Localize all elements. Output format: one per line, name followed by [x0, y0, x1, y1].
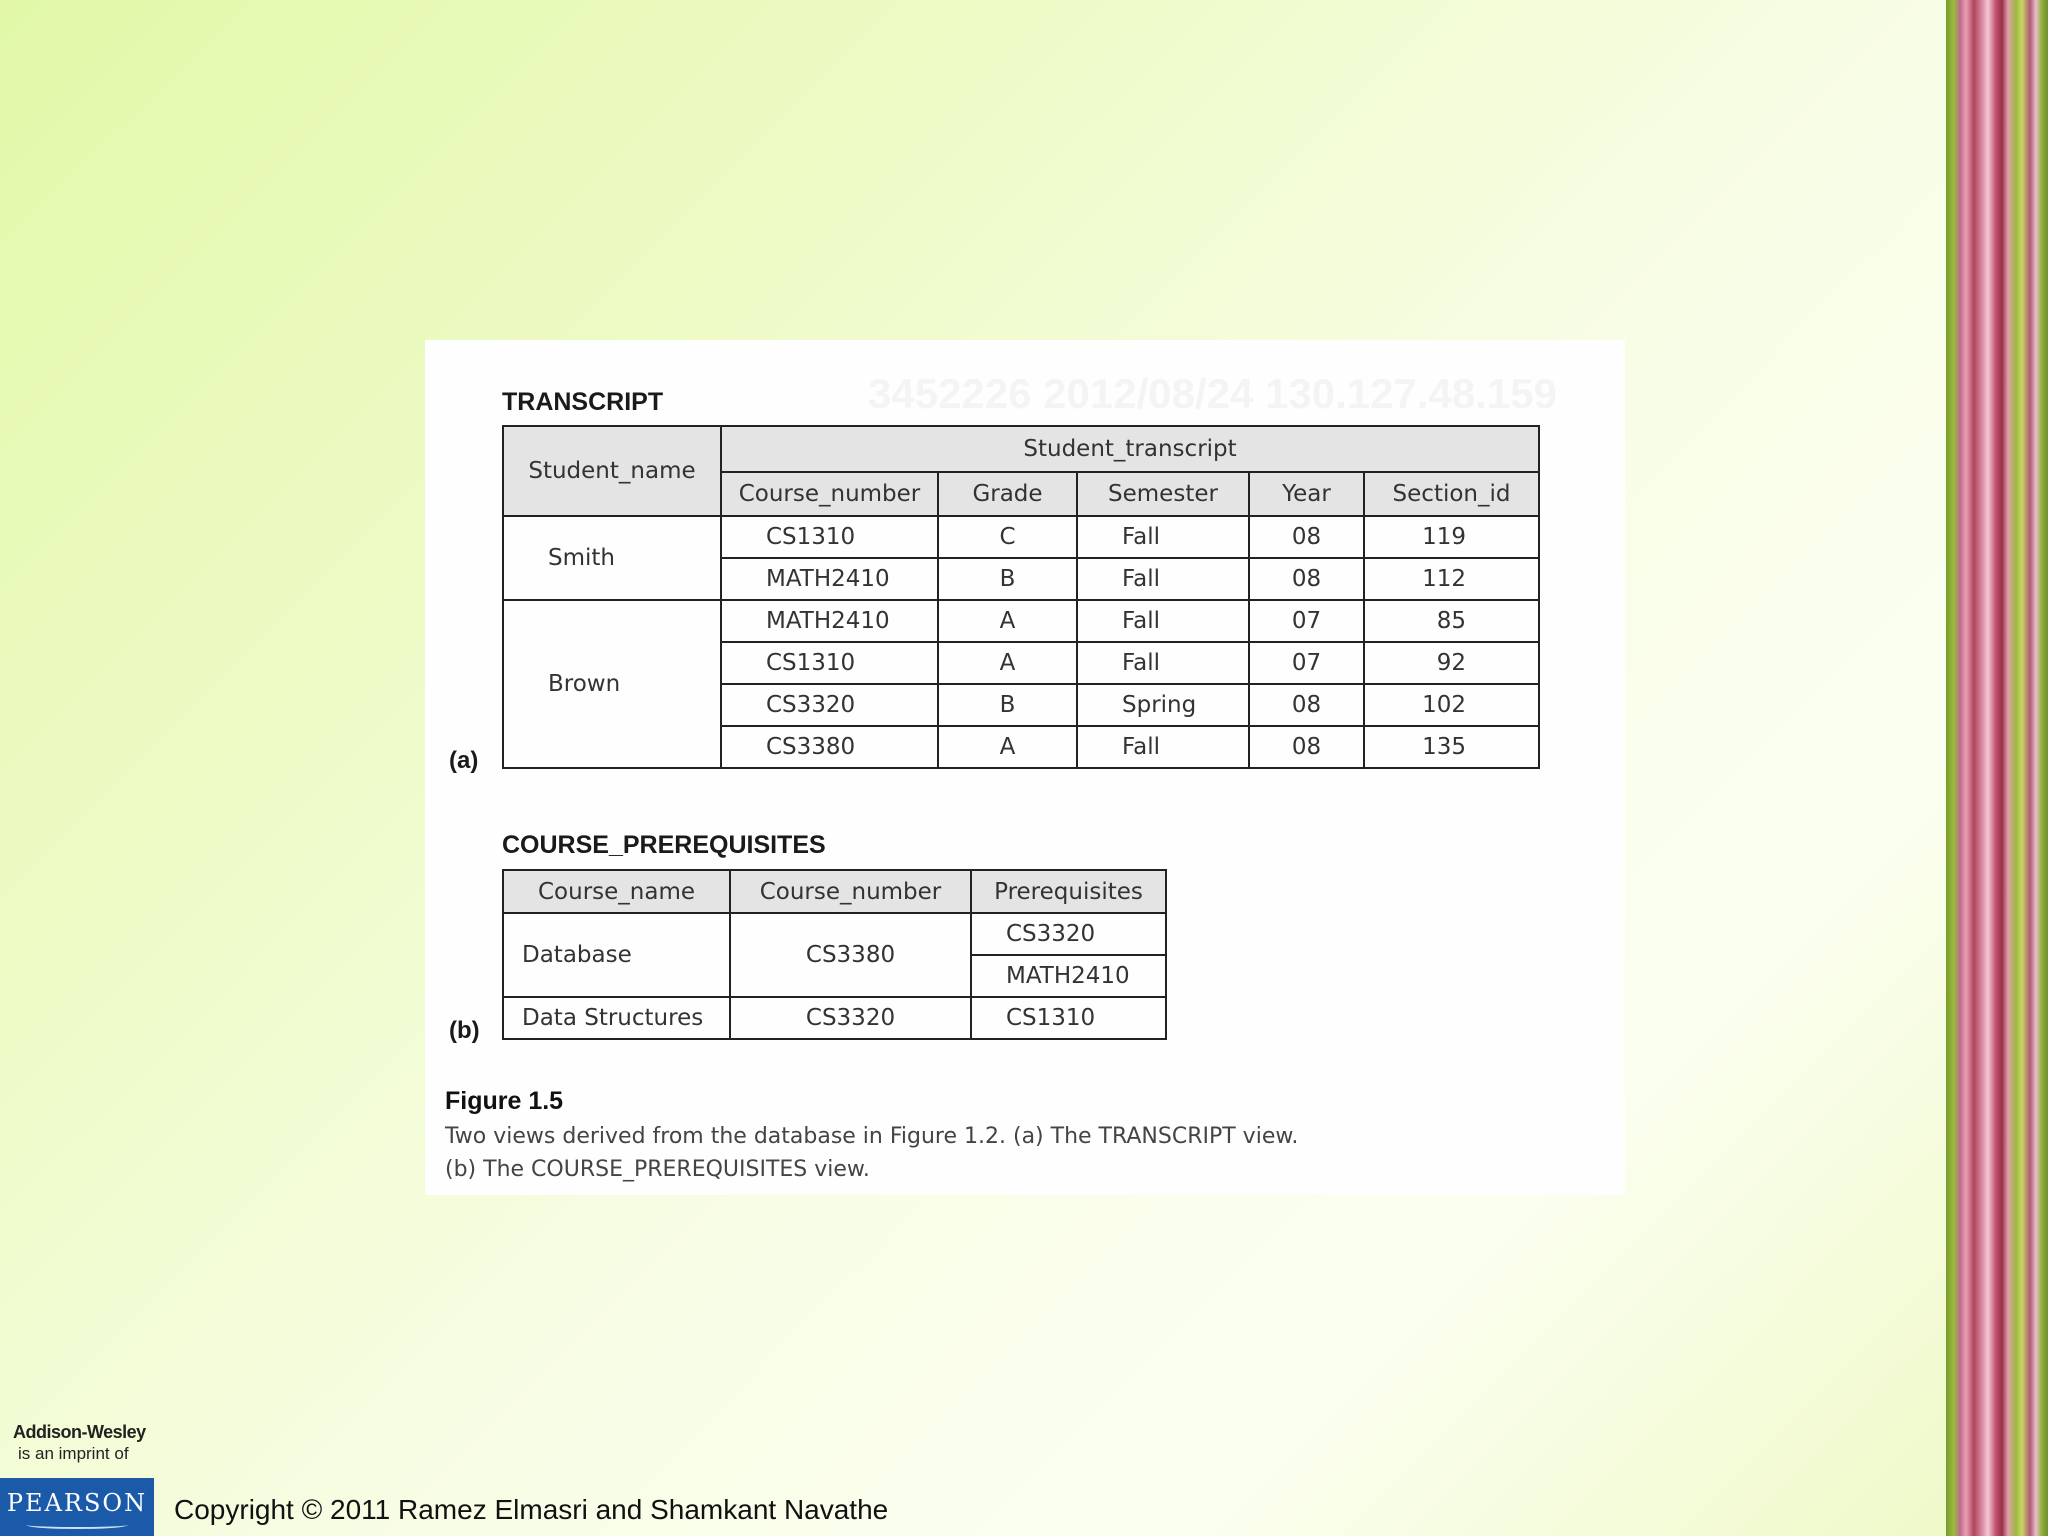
semester-cell: Fall: [1077, 516, 1249, 558]
transcript-table: [502, 425, 1540, 769]
course-number-cell: CS1310: [721, 642, 938, 684]
grade-cell: A: [938, 642, 1077, 684]
prerequisite-cell: CS1310: [971, 997, 1166, 1039]
year-cell: 07: [1249, 642, 1364, 684]
watermark: 3452226 2012/08/24 130.127.48.159: [868, 370, 1558, 417]
section-id-cell: 112: [1364, 558, 1539, 600]
semester-cell: Fall: [1077, 726, 1249, 768]
pearson-text: PEARSON: [6, 1489, 148, 1517]
course-number-cell: MATH2410: [721, 558, 938, 600]
pearson-logo: [0, 1478, 154, 1536]
semester-cell: Spring: [1077, 684, 1249, 726]
table-row: [503, 600, 1539, 642]
header-grade: Grade: [938, 472, 1077, 516]
header-student-transcript: Student_transcript: [721, 426, 1539, 472]
grade-cell: B: [938, 684, 1077, 726]
table-row: [503, 997, 1166, 1039]
figure-caption-title: Figure 1.5: [445, 1087, 564, 1115]
semester-cell: Fall: [1077, 642, 1249, 684]
course-name-cell: Data Structures: [503, 997, 730, 1039]
header-prerequisites: Prerequisites: [971, 870, 1166, 913]
course-number-cell: CS3320: [721, 684, 938, 726]
section-id-cell: 102: [1364, 684, 1539, 726]
year-cell: 07: [1249, 600, 1364, 642]
table-row: [503, 913, 1166, 955]
grade-cell: B: [938, 558, 1077, 600]
part-label-b: (b): [449, 1017, 480, 1044]
table-row: [503, 516, 1539, 558]
section-id-cell: 135: [1364, 726, 1539, 768]
grade-cell: A: [938, 600, 1077, 642]
year-cell: 08: [1249, 516, 1364, 558]
header-course-number: Course_number: [730, 870, 971, 913]
student-name-cell: Smith: [503, 516, 721, 600]
year-cell: 08: [1249, 726, 1364, 768]
grade-cell: C: [938, 516, 1077, 558]
section-id-cell: 119: [1364, 516, 1539, 558]
prerequisite-cell: CS3320: [971, 913, 1166, 955]
section-id-cell: 85: [1364, 600, 1539, 642]
section-id-cell: 92: [1364, 642, 1539, 684]
course-number-cell: CS1310: [721, 516, 938, 558]
addison-wesley-text: Addison-Wesley: [13, 1422, 146, 1442]
transcript-title: TRANSCRIPT: [502, 388, 664, 416]
course-number-cell: CS3320: [730, 997, 971, 1039]
header-course-number: Course_number: [721, 472, 938, 516]
header-student-name: Student_name: [503, 426, 721, 516]
grade-cell: A: [938, 726, 1077, 768]
course-number-cell: CS3380: [721, 726, 938, 768]
copyright-text: Copyright © 2011 Ramez Elmasri and Shamkant Navathe: [174, 1494, 889, 1525]
header-year: Year: [1249, 472, 1364, 516]
course-name-cell: Database: [503, 913, 730, 997]
pearson-swoosh-icon: [26, 1521, 128, 1529]
year-cell: 08: [1249, 558, 1364, 600]
header-course-name: Course_name: [503, 870, 730, 913]
caption-line-1: Two views derived from the database in Figure 1.2. (a) The TRANSCRIPT view.: [445, 1124, 1299, 1149]
semester-cell: Fall: [1077, 558, 1249, 600]
part-label-a: (a): [449, 747, 479, 774]
course-number-cell: MATH2410: [721, 600, 938, 642]
header-section-id: Section_id: [1364, 472, 1539, 516]
decorative-stripes: [1946, 0, 2048, 1536]
header-semester: Semester: [1077, 472, 1249, 516]
prereqs-title: COURSE_PREREQUISITES: [502, 831, 826, 859]
prereqs-table: [502, 869, 1167, 1040]
caption-line-2: (b) The COURSE_PREREQUISITES view.: [445, 1157, 870, 1182]
publisher-logo: [0, 1422, 154, 1536]
figure-caption-text: [445, 1120, 1445, 1186]
semester-cell: Fall: [1077, 600, 1249, 642]
course-number-cell: CS3380: [730, 913, 971, 997]
prerequisite-cell: MATH2410: [971, 955, 1166, 997]
student-name-cell: Brown: [503, 600, 721, 768]
imprint-text: is an imprint of: [18, 1444, 129, 1463]
year-cell: 08: [1249, 684, 1364, 726]
